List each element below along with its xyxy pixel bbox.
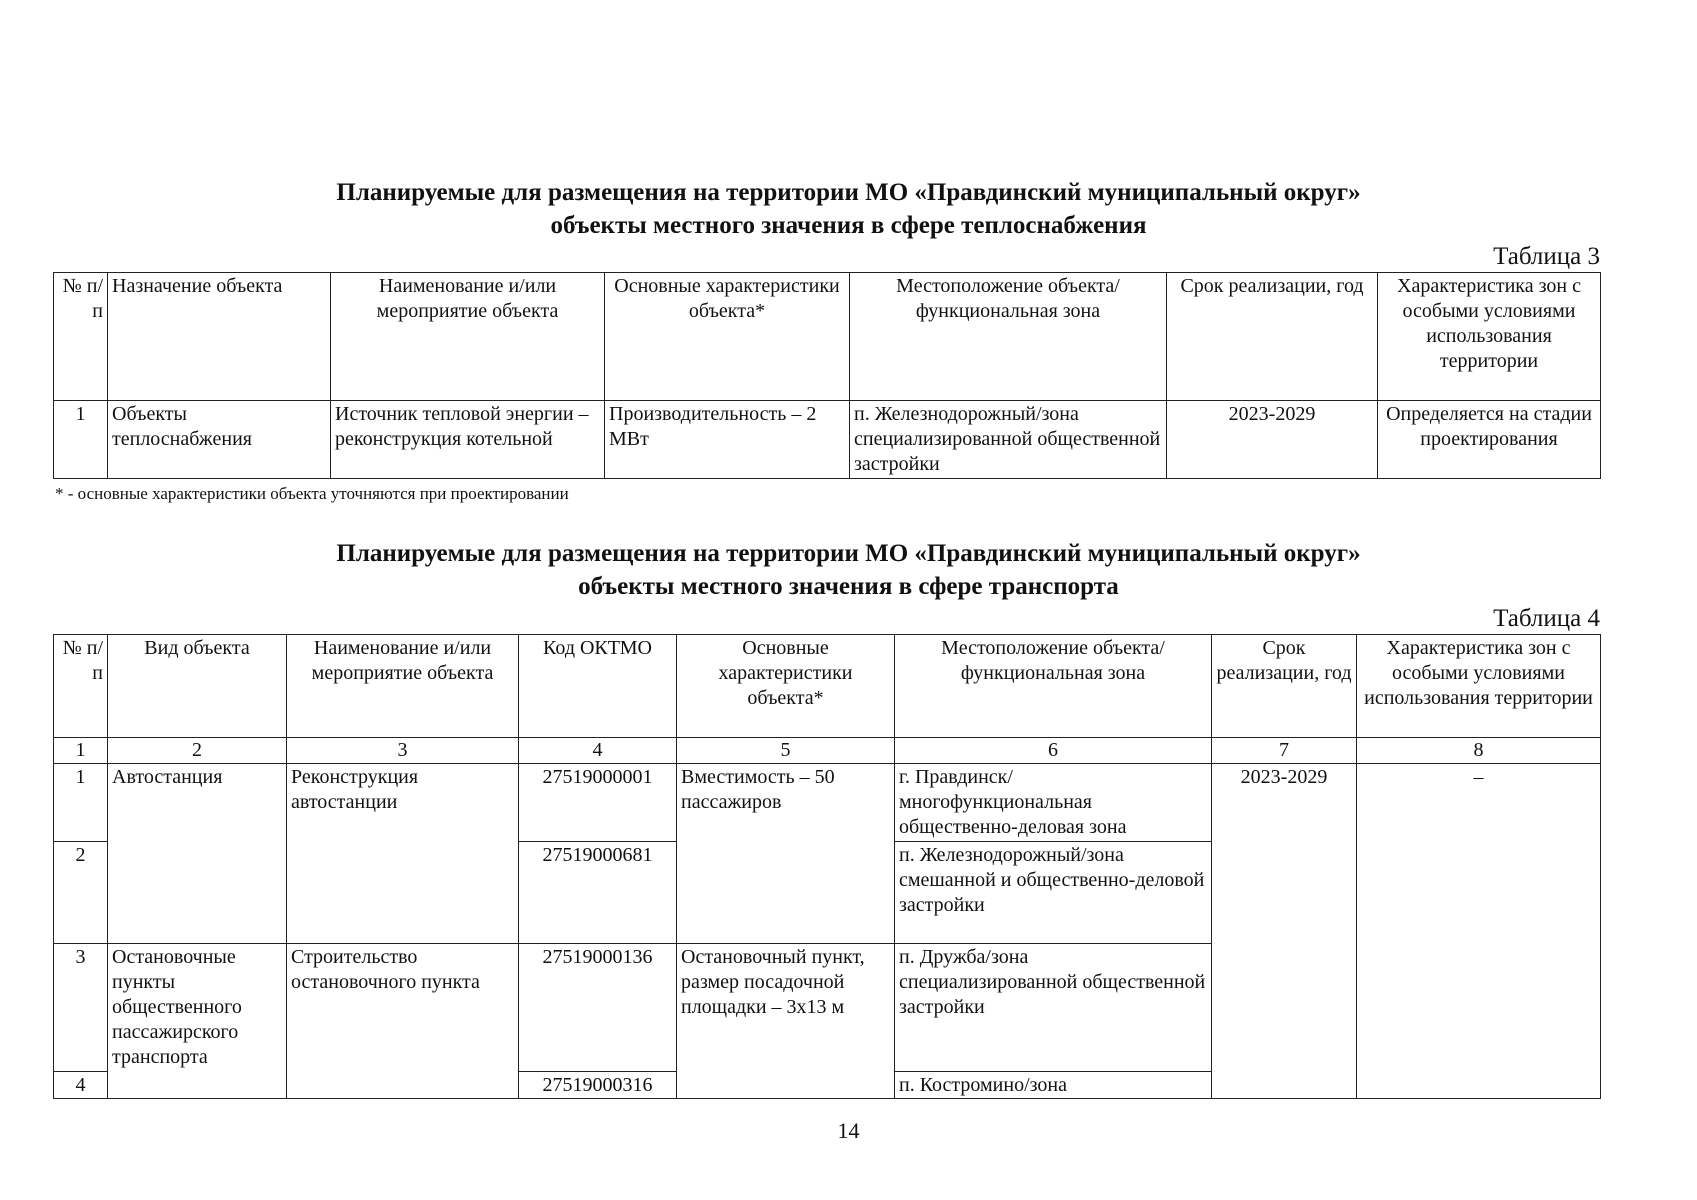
table4 <box>53 634 1601 1099</box>
table3-label: Таблица 3 <box>1493 243 1600 270</box>
header-cell: № п/п <box>54 273 108 401</box>
table3-header-row <box>54 273 1601 401</box>
column-number: 2 <box>108 738 287 764</box>
table-cell: Источник тепловой энергии – реконструкция котельной <box>331 401 605 479</box>
table-cell: Остановочные пункты общественного пассажирского транспорта <box>108 944 287 1099</box>
column-number: 3 <box>287 738 519 764</box>
section3-heading-line1: Планируемые для размещения на территории МО «Правдинский муниципальный округ» <box>336 179 1361 206</box>
section4-heading-line1: Планируемые для размещения на территории МО «Правдинский муниципальный округ» <box>336 540 1361 567</box>
table-cell: 4 <box>54 1072 108 1099</box>
header-cell: Код ОКТМО <box>519 635 677 738</box>
table-cell: Строительство остановочного пункта <box>287 944 519 1099</box>
table-cell: Реконструкция автостанции <box>287 764 519 944</box>
table-cell: Объекты теплоснабжения <box>108 401 331 479</box>
table-cell: г. Правдинск/ многофункциональная общественно-деловая зона <box>895 764 1212 842</box>
header-cell: Наименование и/или мероприятие объекта <box>287 635 519 738</box>
column-number: 6 <box>895 738 1212 764</box>
table-cell: Производительность – 2 МВт <box>605 401 850 479</box>
column-number: 8 <box>1357 738 1601 764</box>
table-cell: 1 <box>54 401 108 479</box>
header-cell: Вид объекта <box>108 635 287 738</box>
header-cell: Основные характеристики объекта* <box>677 635 895 738</box>
section4-heading-line2: объекты местного значения в сфере транспорта <box>578 573 1119 600</box>
table-row <box>54 764 1601 842</box>
table-cell: 27519000316 <box>519 1072 677 1099</box>
table4-label: Таблица 4 <box>1493 605 1600 632</box>
section3-heading-line2: объекты местного значения в сфере теплоснабжения <box>550 212 1147 239</box>
table-cell: 1 <box>54 764 108 842</box>
table-cell: Остановочный пункт, размер посадочной площадки – 3х13 м <box>677 944 895 1099</box>
table-cell: Вместимость – 50 пассажиров <box>677 764 895 944</box>
table-cell: 2023-2029 <box>1212 764 1357 1099</box>
header-cell: Основные характеристики объекта* <box>605 273 850 401</box>
table-cell: п. Дружба/зона специализированной общественной застройки <box>895 944 1212 1072</box>
table4-header-row <box>54 635 1601 738</box>
column-number-row <box>54 738 1601 764</box>
column-number: 1 <box>54 738 108 764</box>
header-cell: Наименование и/или мероприятие объекта <box>331 273 605 401</box>
table-cell: 2 <box>54 842 108 944</box>
header-cell: Местоположение объекта/функциональная зона <box>850 273 1167 401</box>
column-number: 7 <box>1212 738 1357 764</box>
header-cell: Срок реализации, год <box>1212 635 1357 738</box>
table-cell: – <box>1357 764 1601 1099</box>
header-cell: Характеристика зон с особыми условиями использования территории <box>1378 273 1601 401</box>
table-cell: п. Костромино/зона <box>895 1072 1212 1099</box>
table-cell: п. Железнодорожный/зона смешанной и общественно-деловой застройки <box>895 842 1212 944</box>
header-cell: Местоположение объекта/функциональная зона <box>895 635 1212 738</box>
table-cell: Определяется на стадии проектирования <box>1378 401 1601 479</box>
table-cell: Автостанция <box>108 764 287 944</box>
header-cell: Срок реализации, год <box>1167 273 1378 401</box>
table-cell: 27519000001 <box>519 764 677 842</box>
table-cell: 3 <box>54 944 108 1072</box>
table3-footnote: * - основные характеристики объекта уточняются при проектировании <box>55 484 569 503</box>
table-cell: 27519000681 <box>519 842 677 944</box>
table-row <box>54 401 1601 479</box>
table-cell: п. Железнодорожный/зона специализированной общественной застройки <box>850 401 1167 479</box>
table3 <box>53 272 1601 479</box>
column-number: 4 <box>519 738 677 764</box>
table-cell: 27519000136 <box>519 944 677 1072</box>
table-cell: 2023-2029 <box>1167 401 1378 479</box>
header-cell: Характеристика зон с особыми условиями использования территории <box>1357 635 1601 738</box>
header-cell: Назначение объекта <box>108 273 331 401</box>
page-number: 14 <box>837 1118 860 1143</box>
column-number: 5 <box>677 738 895 764</box>
header-cell: № п/п <box>54 635 108 738</box>
